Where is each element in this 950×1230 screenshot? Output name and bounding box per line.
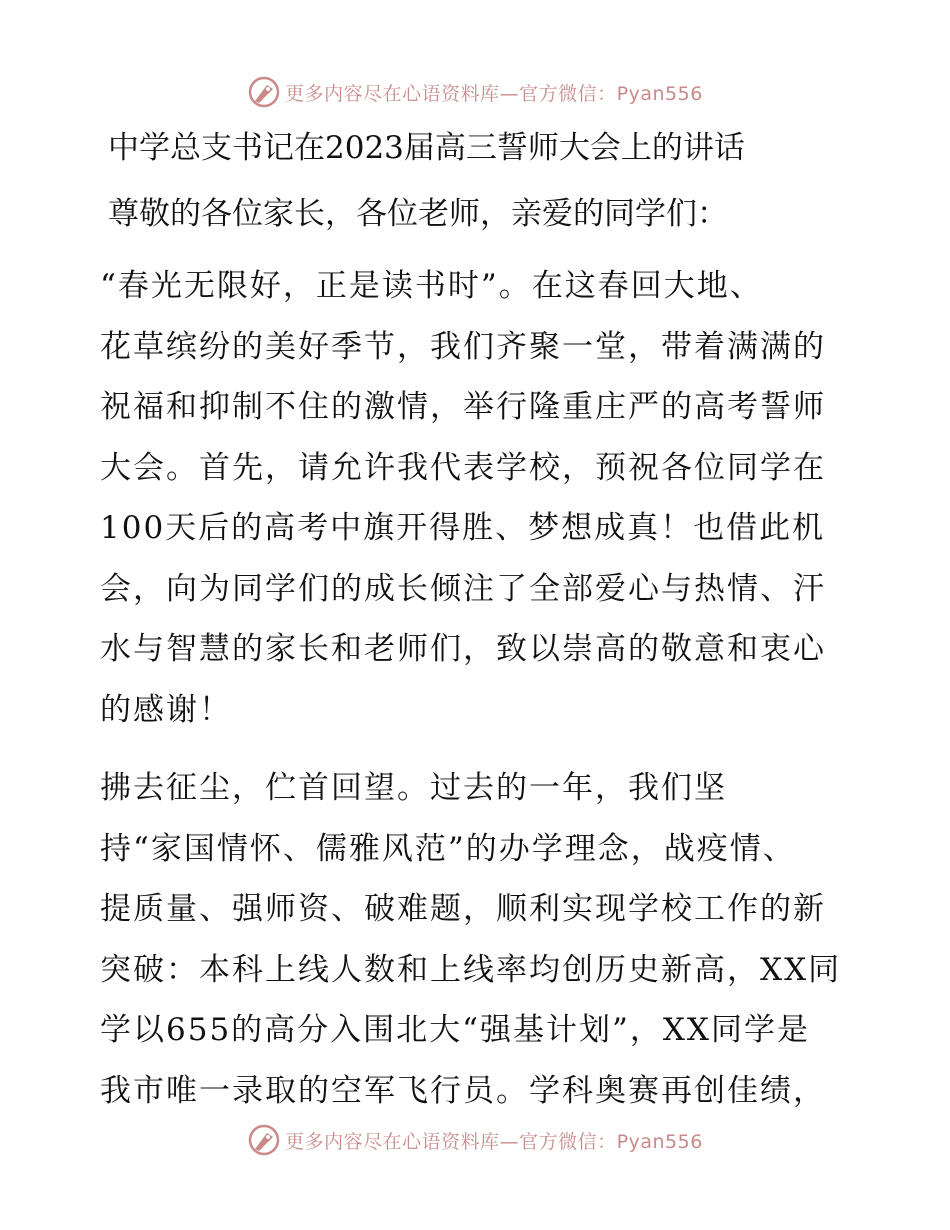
paragraph-line: 学以655的高分入围北大“强基计划”，XX同学是	[100, 1012, 811, 1048]
watermark-text: 更多内容尽在心语资料库—官方微信：Pyan556	[285, 1130, 703, 1153]
paragraph-2	[100, 758, 850, 1121]
salutation: 尊敬的各位家长，各位老师，亲爱的同学们：	[108, 196, 728, 232]
paragraph-line: 水与智慧的家长和老师们，致以崇高的敬意和衷心	[100, 631, 826, 667]
document-body	[100, 120, 850, 1125]
paragraph-line: 祝福和抑制不住的激情，举行隆重庄严的高考誓师	[100, 389, 826, 425]
paragraph-line: 的感谢！	[100, 691, 232, 728]
pen-nib-logo-icon	[247, 75, 281, 109]
watermark-header	[0, 72, 950, 112]
watermark-footer	[0, 1120, 950, 1160]
paragraph-line: 提质量、强师资、破难题，顺利实现学校工作的新	[100, 891, 826, 927]
paragraph-line: 会，向为同学们的成长倾注了全部爱心与热情、汗	[100, 570, 826, 607]
watermark-text: 更多内容尽在心语资料库—官方微信：Pyan556	[285, 82, 703, 105]
pen-nib-logo-icon	[247, 1123, 281, 1157]
paragraph-1	[100, 256, 850, 740]
paragraph-line: 大会。首先，请允许我代表学校，预祝各位同学在	[100, 449, 826, 486]
document-title: 中学总支书记在2023届高三誓师大会上的讲话	[108, 130, 745, 166]
paragraph-line: 我市唯一录取的空军飞行员。学科奥赛再创佳绩，	[100, 1072, 826, 1109]
paragraph-line: 突破：本科上线人数和上线率均创历史新高，XX同	[100, 951, 842, 988]
paragraph-line: 100天后的高考中旗开得胜、梦想成真！也借此机	[100, 510, 826, 546]
paragraph-line: 拂去征尘，伫首回望。过去的一年，我们坚	[100, 770, 727, 806]
paragraph-line: 持“家国情怀、儒雅风范”的办学理念，战疫情、	[100, 830, 796, 867]
paragraph-line: 花草缤纷的美好季节，我们齐聚一堂，带着满满的	[100, 328, 826, 365]
paragraph-line: “春光无限好，正是读书时”。在这春回大地、	[100, 268, 763, 304]
